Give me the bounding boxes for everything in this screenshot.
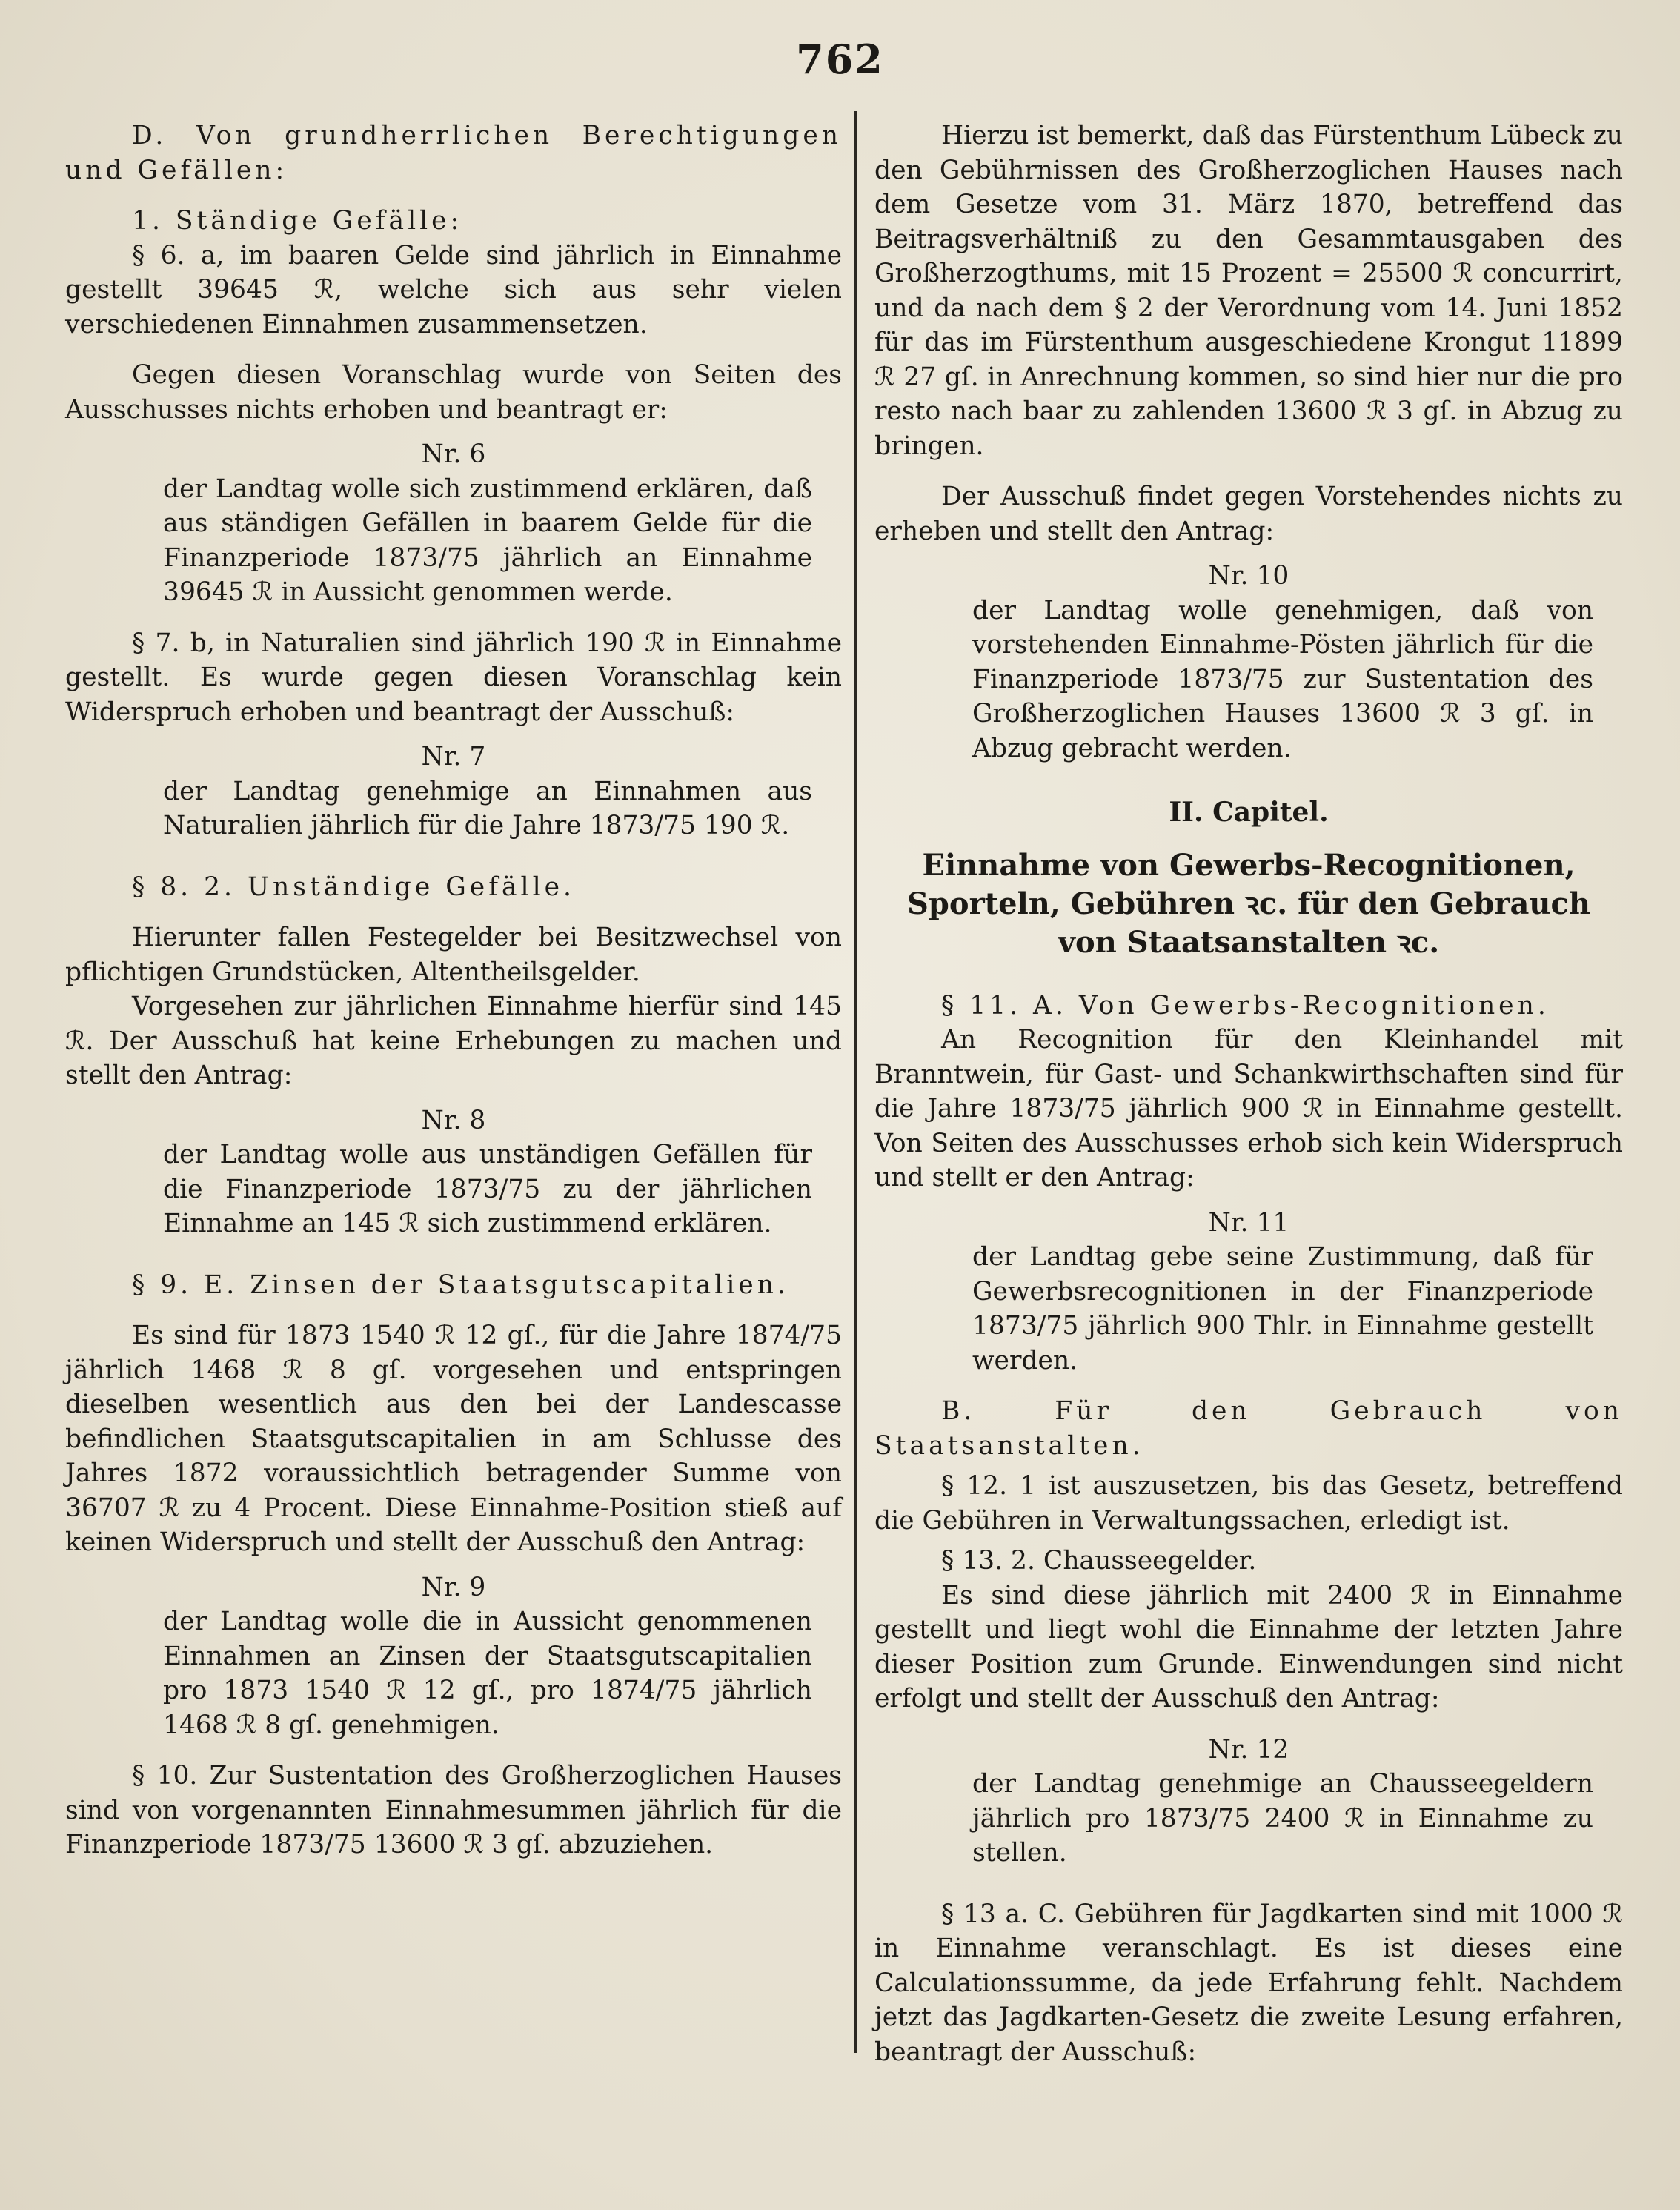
- section-heading-d: D. Von grundherrlichen Berechtigungen und Gefällen:: [65, 121, 842, 185]
- chapter-title: Einnahme von Gewerbs-Recognitionen, Sporteln, Gebühren ꝛc. für den Gebrauch von Staatsanstalten ꝛc.: [907, 847, 1590, 960]
- motion-6-title: Nr. 6: [421, 439, 486, 469]
- right-column: [874, 119, 1623, 2069]
- paragraph-intro: Hierzu ist bemerkt, daß das Fürstenthum Lübeck zu den Gebührnissen des Großherzoglichen Hauses nach dem Gesetze vom 31. März 1870, betreffend das Beitragsverhältniß zu den Gesammtausgaben des Großherzogthums, mit 15 Prozent = 25500 ℛ︀ concurrirt, und da nach dem § 2 der Verordnung vom 14. Juni 1852 für das im Fürstenthum ausgeschiedene Krongut 11899 ℛ︀ 27 gſ. in Anrechnung kommen, so sind hier nur die pro resto nach baar zu zahlenden 13600 ℛ︀ 3 gſ. in Abzug zu bringen.: [874, 121, 1623, 461]
- paragraph-11-heading: § 11. A. Von Gewerbs-Recognitionen.: [941, 990, 1550, 1021]
- paragraph-10-text: § 10. Zur Sustentation des Großherzoglichen Hauses sind von vorgenannten Einnahmesummen jährlich für die Finanzperiode 1873/75 13600 ℛ︀ 3 gſ. abzuziehen.: [65, 1761, 842, 1859]
- column-divider: [854, 111, 857, 2053]
- paragraph-11-text: An Recognition für den Kleinhandel mit Branntwein, für Gast- und Schankwirthschaften sind für die Jahre 1873/75 jährlich 900 ℛ︀ in Einnahme gestellt. Von Seiten des Ausschusses erhob sich kein Widerspruch und stellt er den Antrag:: [874, 1025, 1623, 1192]
- paragraph-8-text-2: Vorgesehen zur jährlichen Einnahme hierfür sind 145 ℛ︀. Der Ausschuß hat keine Erhebungen zu machen und stellt den Antrag:: [65, 992, 842, 1090]
- paragraph-13-heading: § 13. 2. Chausseegelder.: [941, 1546, 1257, 1576]
- motion-12-title: Nr. 12: [1208, 1734, 1289, 1765]
- paragraph-13a-text: § 13 a. C. Gebühren für Jagdkarten sind mit 1000 ℛ︀ in Einnahme veranschlagt. Es ist dieses eine Calculationssumme, da jede Erfahrung fehlt. Nachdem jetzt das Jagdkarten-Gesetz die zweite Lesung erfahren, beantragt der Ausschuß:: [874, 1899, 1623, 2067]
- motion-11-title: Nr. 11: [1208, 1207, 1289, 1238]
- page-number: 762: [796, 36, 884, 83]
- left-column: [65, 119, 842, 1862]
- paragraph-8-heading: § 8. 2. Unständige Gefälle.: [132, 872, 575, 902]
- paragraph-13-text: Es sind diese jährlich mit 2400 ℛ︀ in Einnahme gestellt und liegt wohl die Einnahme der letzten Jahre dieser Position zum Grunde. Einwendungen sind nicht erfolgt und stellt der Ausschuß den Antrag:: [874, 1580, 1623, 1713]
- chapter-heading: II. Capitel.: [1169, 797, 1329, 828]
- motion-12-text: der Landtag genehmige an Chausseegeldern jährlich pro 1873/75 2400 ℛ︀ in Einnahme zu stellen.: [972, 1769, 1593, 1868]
- motion-10-title: Nr. 10: [1208, 561, 1289, 591]
- motion-8-text: der Landtag wolle aus unständigen Gefällen für die Finanzperiode 1873/75 zu der jährlichen Einnahme an 145 ℛ︀ sich zustimmend erklären.: [163, 1140, 812, 1238]
- motion-11-text: der Landtag gebe seine Zustimmung, daß für Gewerbsrecognitionen in der Finanzperiode 1873/75 jährlich 900 Thlr. in Einnahme gestellt werden.: [972, 1242, 1593, 1376]
- paragraph-7b: § 7. b, in Naturalien sind jährlich 190 ℛ︀ in Einnahme gestellt. Es wurde gegen diesen Voranschlag kein Widerspruch erhoben und beantragt der Ausschuß:: [65, 628, 842, 727]
- paragraph-committee: Der Ausschuß findet gegen Vorstehendes nichts zu erheben und stellt den Antrag:: [874, 482, 1623, 546]
- motion-7-title: Nr. 7: [421, 742, 486, 771]
- motion-10-text: der Landtag wolle genehmigen, daß von vorstehenden Einnahme-Pösten jährlich für die Finanzperiode 1873/75 zur Sustentation des Großherzoglichen Hauses 13600 ℛ︀ 3 gſ. in Abzug gebracht werden.: [972, 595, 1593, 763]
- motion-6-text: der Landtag wolle sich zustimmend erklären, daß aus ständigen Gefällen in baarem Gelde für die Finanzperiode 1873/75 jährlich an Einnahme 39645 ℛ︀ in Aussicht genommen werde.: [163, 474, 812, 607]
- paragraph-8-text: Hierunter fallen Festegelder bei Besitzwechsel von pflichtigen Grundstücken, Altentheilsgelder.: [65, 923, 842, 987]
- paragraph-6-committee: Gegen diesen Voranschlag wurde von Seiten des Ausschusses nichts erhoben und beantragt er:: [65, 360, 842, 425]
- paragraph-12-text: § 12. 1 ist auszusetzen, bis das Gesetz, betreffend die Gebühren in Verwaltungssachen, erledigt ist.: [874, 1471, 1623, 1536]
- motion-7-text: der Landtag genehmige an Einnahmen aus Naturalien jährlich für die Jahre 1873/75 190 ℛ︀.: [163, 776, 812, 840]
- paragraph-9-text: Es sind für 1873 1540 ℛ︀ 12 gſ., für die Jahre 1874/75 jährlich 1468 ℛ︀ 8 gſ. vorgesehen und entspringen dieselben wesentlich aus den bei der Landescasse befindlichen Staatsgutscapitalien in am Schlusse des Jahres 1872 voraussichtlich betragender Summe von 36707 ℛ︀ zu 4 Procent. Diese Einnahme-Position stieß auf keinen Widerspruch und stellt der Ausschuß den Antrag:: [65, 1321, 842, 1557]
- subheading-standing-dues: 1. Ständige Gefälle:: [132, 206, 463, 236]
- motion-9-title: Nr. 9: [421, 1572, 486, 1602]
- motion-8-title: Nr. 8: [421, 1105, 486, 1135]
- motion-9-text: der Landtag wolle die in Aussicht genommenen Einnahmen an Zinsen der Staatsgutscapitalien pro 1873 1540 ℛ︀ 12 gſ., pro 1874/75 jährlich 1468 ℛ︀ 8 gſ. genehmigen.: [163, 1607, 812, 1740]
- paragraph-9-heading: § 9. E. Zinsen der Staatsgutscapitalien.: [132, 1270, 789, 1300]
- paragraph-6a: § 6. a, im baaren Gelde sind jährlich in Einnahme gestellt 39645 ℛ︀, welche sich aus sehr vielen verschiedenen Einnahmen zusammensetzen.: [65, 240, 842, 339]
- section-heading-b: B. Für den Gebrauch von Staatsanstalten.: [874, 1396, 1623, 1461]
